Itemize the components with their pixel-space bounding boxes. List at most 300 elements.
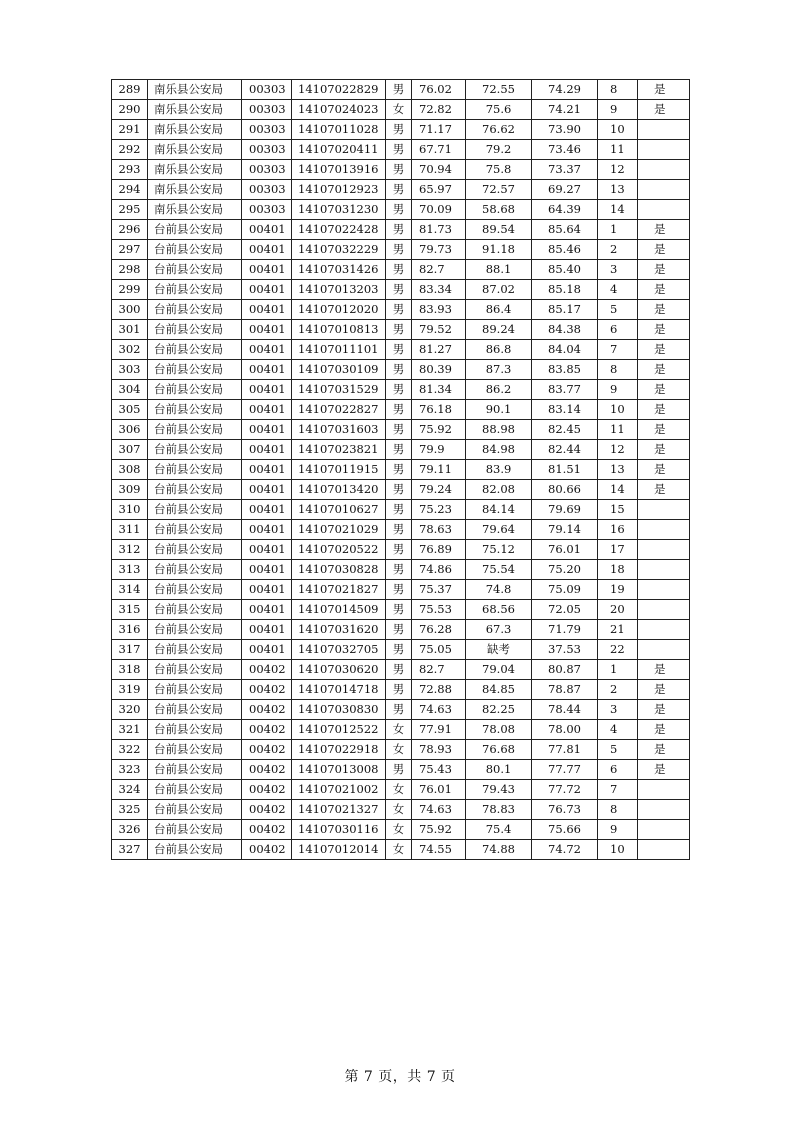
cell-position-code: 00303 bbox=[242, 200, 292, 220]
cell-exam-id: 14107014509 bbox=[292, 600, 386, 620]
cell-rank: 17 bbox=[598, 540, 638, 560]
cell-unit-name: 台前县公安局 bbox=[148, 740, 242, 760]
cell-written-score: 75.05 bbox=[412, 640, 466, 660]
cell-written-score: 76.18 bbox=[412, 400, 466, 420]
cell-total-score: 80.87 bbox=[532, 660, 598, 680]
cell-rank: 1 bbox=[598, 220, 638, 240]
cell-gender: 女 bbox=[386, 740, 412, 760]
cell-written-score: 79.9 bbox=[412, 440, 466, 460]
cell-total-score: 83.14 bbox=[532, 400, 598, 420]
cell-gender: 男 bbox=[386, 440, 412, 460]
cell-interview-score: 76.62 bbox=[466, 120, 532, 140]
cell-position-code: 00401 bbox=[242, 300, 292, 320]
cell-row-number: 297 bbox=[112, 240, 148, 260]
cell-interview-score: 75.4 bbox=[466, 820, 532, 840]
cell-shortlisted-flag bbox=[638, 180, 690, 200]
cell-gender: 男 bbox=[386, 420, 412, 440]
cell-position-code: 00401 bbox=[242, 520, 292, 540]
cell-unit-name: 南乐县公安局 bbox=[148, 140, 242, 160]
cell-gender: 男 bbox=[386, 500, 412, 520]
cell-written-score: 81.73 bbox=[412, 220, 466, 240]
cell-row-number: 306 bbox=[112, 420, 148, 440]
cell-written-score: 82.7 bbox=[412, 260, 466, 280]
cell-interview-score: 75.12 bbox=[466, 540, 532, 560]
cell-position-code: 00401 bbox=[242, 460, 292, 480]
cell-total-score: 83.77 bbox=[532, 380, 598, 400]
cell-exam-id: 14107010813 bbox=[292, 320, 386, 340]
cell-rank: 2 bbox=[598, 680, 638, 700]
cell-exam-id: 14107012014 bbox=[292, 840, 386, 860]
cell-unit-name: 南乐县公安局 bbox=[148, 200, 242, 220]
cell-exam-id: 14107031603 bbox=[292, 420, 386, 440]
cell-row-number: 314 bbox=[112, 580, 148, 600]
cell-rank: 12 bbox=[598, 440, 638, 460]
cell-row-number: 292 bbox=[112, 140, 148, 160]
table-row bbox=[112, 100, 690, 120]
cell-unit-name: 台前县公安局 bbox=[148, 400, 242, 420]
cell-total-score: 75.20 bbox=[532, 560, 598, 580]
cell-unit-name: 台前县公安局 bbox=[148, 360, 242, 380]
cell-exam-id: 14107024023 bbox=[292, 100, 386, 120]
cell-written-score: 78.93 bbox=[412, 740, 466, 760]
table-row bbox=[112, 300, 690, 320]
table-row bbox=[112, 120, 690, 140]
cell-gender: 男 bbox=[386, 160, 412, 180]
table-row bbox=[112, 340, 690, 360]
cell-unit-name: 台前县公安局 bbox=[148, 680, 242, 700]
cell-written-score: 70.09 bbox=[412, 200, 466, 220]
cell-unit-name: 台前县公安局 bbox=[148, 640, 242, 660]
cell-gender: 男 bbox=[386, 580, 412, 600]
cell-exam-id: 14107011028 bbox=[292, 120, 386, 140]
cell-gender: 男 bbox=[386, 280, 412, 300]
cell-shortlisted-flag bbox=[638, 580, 690, 600]
cell-shortlisted-flag: 是 bbox=[638, 700, 690, 720]
cell-shortlisted-flag: 是 bbox=[638, 760, 690, 780]
cell-interview-score: 86.4 bbox=[466, 300, 532, 320]
cell-shortlisted-flag: 是 bbox=[638, 320, 690, 340]
cell-position-code: 00402 bbox=[242, 820, 292, 840]
cell-gender: 男 bbox=[386, 180, 412, 200]
cell-shortlisted-flag: 是 bbox=[638, 220, 690, 240]
table-row bbox=[112, 420, 690, 440]
table-row bbox=[112, 560, 690, 580]
cell-shortlisted-flag bbox=[638, 200, 690, 220]
cell-total-score: 75.66 bbox=[532, 820, 598, 840]
cell-exam-id: 14107020411 bbox=[292, 140, 386, 160]
cell-total-score: 85.40 bbox=[532, 260, 598, 280]
cell-unit-name: 台前县公安局 bbox=[148, 440, 242, 460]
cell-interview-score: 75.8 bbox=[466, 160, 532, 180]
cell-total-score: 74.29 bbox=[532, 80, 598, 100]
cell-written-score: 67.71 bbox=[412, 140, 466, 160]
cell-gender: 男 bbox=[386, 760, 412, 780]
table-row bbox=[112, 520, 690, 540]
cell-exam-id: 14107022428 bbox=[292, 220, 386, 240]
cell-row-number: 294 bbox=[112, 180, 148, 200]
table-row bbox=[112, 700, 690, 720]
cell-position-code: 00402 bbox=[242, 680, 292, 700]
cell-position-code: 00303 bbox=[242, 100, 292, 120]
cell-row-number: 304 bbox=[112, 380, 148, 400]
cell-total-score: 75.09 bbox=[532, 580, 598, 600]
cell-interview-score: 84.14 bbox=[466, 500, 532, 520]
cell-row-number: 301 bbox=[112, 320, 148, 340]
cell-exam-id: 14107013420 bbox=[292, 480, 386, 500]
cell-gender: 男 bbox=[386, 120, 412, 140]
cell-gender: 男 bbox=[386, 520, 412, 540]
cell-gender: 女 bbox=[386, 840, 412, 860]
cell-gender: 男 bbox=[386, 360, 412, 380]
cell-total-score: 82.45 bbox=[532, 420, 598, 440]
cell-gender: 男 bbox=[386, 340, 412, 360]
cell-exam-id: 14107030620 bbox=[292, 660, 386, 680]
cell-written-score: 75.92 bbox=[412, 420, 466, 440]
cell-unit-name: 南乐县公安局 bbox=[148, 80, 242, 100]
cell-shortlisted-flag: 是 bbox=[638, 360, 690, 380]
cell-interview-score: 78.83 bbox=[466, 800, 532, 820]
cell-total-score: 64.39 bbox=[532, 200, 598, 220]
cell-total-score: 85.46 bbox=[532, 240, 598, 260]
cell-interview-score: 75.54 bbox=[466, 560, 532, 580]
cell-written-score: 75.43 bbox=[412, 760, 466, 780]
cell-rank: 5 bbox=[598, 740, 638, 760]
cell-exam-id: 14107021029 bbox=[292, 520, 386, 540]
cell-written-score: 79.11 bbox=[412, 460, 466, 480]
cell-exam-id: 14107010627 bbox=[292, 500, 386, 520]
cell-total-score: 78.87 bbox=[532, 680, 598, 700]
cell-written-score: 76.28 bbox=[412, 620, 466, 640]
cell-total-score: 77.77 bbox=[532, 760, 598, 780]
cell-position-code: 00303 bbox=[242, 160, 292, 180]
cell-position-code: 00401 bbox=[242, 420, 292, 440]
results-table-body bbox=[112, 80, 690, 860]
cell-interview-score: 79.04 bbox=[466, 660, 532, 680]
cell-written-score: 79.24 bbox=[412, 480, 466, 500]
cell-row-number: 295 bbox=[112, 200, 148, 220]
cell-position-code: 00402 bbox=[242, 700, 292, 720]
cell-written-score: 75.53 bbox=[412, 600, 466, 620]
cell-gender: 女 bbox=[386, 720, 412, 740]
table-row bbox=[112, 160, 690, 180]
cell-exam-id: 14107032229 bbox=[292, 240, 386, 260]
cell-exam-id: 14107030828 bbox=[292, 560, 386, 580]
cell-exam-id: 14107013008 bbox=[292, 760, 386, 780]
cell-unit-name: 台前县公安局 bbox=[148, 780, 242, 800]
cell-interview-score: 缺考 bbox=[466, 640, 532, 660]
cell-gender: 男 bbox=[386, 460, 412, 480]
cell-exam-id: 14107022827 bbox=[292, 400, 386, 420]
cell-interview-score: 79.43 bbox=[466, 780, 532, 800]
cell-row-number: 325 bbox=[112, 800, 148, 820]
cell-unit-name: 台前县公安局 bbox=[148, 460, 242, 480]
cell-interview-score: 86.8 bbox=[466, 340, 532, 360]
cell-row-number: 309 bbox=[112, 480, 148, 500]
cell-row-number: 327 bbox=[112, 840, 148, 860]
cell-rank: 20 bbox=[598, 600, 638, 620]
cell-unit-name: 南乐县公安局 bbox=[148, 120, 242, 140]
cell-position-code: 00402 bbox=[242, 780, 292, 800]
cell-shortlisted-flag bbox=[638, 560, 690, 580]
cell-unit-name: 台前县公安局 bbox=[148, 580, 242, 600]
cell-written-score: 81.27 bbox=[412, 340, 466, 360]
cell-row-number: 303 bbox=[112, 360, 148, 380]
cell-rank: 13 bbox=[598, 180, 638, 200]
cell-shortlisted-flag bbox=[638, 640, 690, 660]
cell-unit-name: 南乐县公安局 bbox=[148, 180, 242, 200]
cell-row-number: 307 bbox=[112, 440, 148, 460]
cell-row-number: 296 bbox=[112, 220, 148, 240]
cell-gender: 男 bbox=[386, 600, 412, 620]
cell-interview-score: 74.88 bbox=[466, 840, 532, 860]
cell-unit-name: 台前县公安局 bbox=[148, 540, 242, 560]
cell-total-score: 82.44 bbox=[532, 440, 598, 460]
cell-row-number: 302 bbox=[112, 340, 148, 360]
cell-written-score: 75.23 bbox=[412, 500, 466, 520]
cell-interview-score: 88.98 bbox=[466, 420, 532, 440]
cell-row-number: 312 bbox=[112, 540, 148, 560]
cell-interview-score: 82.08 bbox=[466, 480, 532, 500]
cell-total-score: 84.38 bbox=[532, 320, 598, 340]
cell-unit-name: 台前县公安局 bbox=[148, 720, 242, 740]
cell-gender: 男 bbox=[386, 320, 412, 340]
table-row bbox=[112, 540, 690, 560]
cell-position-code: 00401 bbox=[242, 640, 292, 660]
cell-gender: 男 bbox=[386, 220, 412, 240]
cell-unit-name: 台前县公安局 bbox=[148, 840, 242, 860]
cell-total-score: 85.17 bbox=[532, 300, 598, 320]
cell-position-code: 00401 bbox=[242, 540, 292, 560]
cell-total-score: 85.64 bbox=[532, 220, 598, 240]
cell-rank: 8 bbox=[598, 800, 638, 820]
table-row bbox=[112, 680, 690, 700]
table-row bbox=[112, 240, 690, 260]
cell-exam-id: 14107011915 bbox=[292, 460, 386, 480]
cell-interview-score: 84.98 bbox=[466, 440, 532, 460]
cell-rank: 3 bbox=[598, 700, 638, 720]
cell-position-code: 00401 bbox=[242, 220, 292, 240]
cell-row-number: 290 bbox=[112, 100, 148, 120]
table-row bbox=[112, 840, 690, 860]
cell-written-score: 81.34 bbox=[412, 380, 466, 400]
cell-row-number: 322 bbox=[112, 740, 148, 760]
cell-total-score: 84.04 bbox=[532, 340, 598, 360]
cell-total-score: 83.85 bbox=[532, 360, 598, 380]
cell-rank: 8 bbox=[598, 80, 638, 100]
cell-exam-id: 14107012923 bbox=[292, 180, 386, 200]
cell-rank: 10 bbox=[598, 400, 638, 420]
results-table bbox=[111, 79, 690, 860]
cell-rank: 5 bbox=[598, 300, 638, 320]
cell-position-code: 00303 bbox=[242, 180, 292, 200]
cell-exam-id: 14107030830 bbox=[292, 700, 386, 720]
cell-total-score: 76.01 bbox=[532, 540, 598, 560]
cell-shortlisted-flag bbox=[638, 540, 690, 560]
table-row bbox=[112, 500, 690, 520]
cell-rank: 2 bbox=[598, 240, 638, 260]
table-row bbox=[112, 740, 690, 760]
table-row bbox=[112, 400, 690, 420]
cell-row-number: 321 bbox=[112, 720, 148, 740]
cell-total-score: 77.72 bbox=[532, 780, 598, 800]
cell-row-number: 299 bbox=[112, 280, 148, 300]
cell-rank: 11 bbox=[598, 420, 638, 440]
cell-rank: 12 bbox=[598, 160, 638, 180]
cell-interview-score: 82.25 bbox=[466, 700, 532, 720]
cell-row-number: 324 bbox=[112, 780, 148, 800]
cell-position-code: 00401 bbox=[242, 340, 292, 360]
cell-unit-name: 台前县公安局 bbox=[148, 240, 242, 260]
cell-position-code: 00401 bbox=[242, 380, 292, 400]
cell-position-code: 00401 bbox=[242, 320, 292, 340]
table-row bbox=[112, 140, 690, 160]
cell-exam-id: 14107032705 bbox=[292, 640, 386, 660]
cell-rank: 8 bbox=[598, 360, 638, 380]
cell-written-score: 72.88 bbox=[412, 680, 466, 700]
cell-unit-name: 台前县公安局 bbox=[148, 420, 242, 440]
cell-interview-score: 75.6 bbox=[466, 100, 532, 120]
cell-total-score: 79.14 bbox=[532, 520, 598, 540]
cell-written-score: 76.01 bbox=[412, 780, 466, 800]
cell-position-code: 00303 bbox=[242, 80, 292, 100]
cell-gender: 男 bbox=[386, 400, 412, 420]
cell-exam-id: 14107012522 bbox=[292, 720, 386, 740]
cell-exam-id: 14107021327 bbox=[292, 800, 386, 820]
cell-written-score: 76.89 bbox=[412, 540, 466, 560]
cell-gender: 男 bbox=[386, 380, 412, 400]
cell-rank: 6 bbox=[598, 320, 638, 340]
cell-row-number: 310 bbox=[112, 500, 148, 520]
cell-unit-name: 台前县公安局 bbox=[148, 700, 242, 720]
cell-unit-name: 台前县公安局 bbox=[148, 560, 242, 580]
cell-shortlisted-flag bbox=[638, 780, 690, 800]
cell-shortlisted-flag bbox=[638, 520, 690, 540]
cell-gender: 女 bbox=[386, 100, 412, 120]
cell-written-score: 72.82 bbox=[412, 100, 466, 120]
cell-position-code: 00402 bbox=[242, 760, 292, 780]
cell-position-code: 00402 bbox=[242, 660, 292, 680]
cell-interview-score: 87.3 bbox=[466, 360, 532, 380]
cell-interview-score: 88.1 bbox=[466, 260, 532, 280]
cell-shortlisted-flag: 是 bbox=[638, 420, 690, 440]
cell-unit-name: 台前县公安局 bbox=[148, 600, 242, 620]
cell-written-score: 76.02 bbox=[412, 80, 466, 100]
cell-total-score: 74.21 bbox=[532, 100, 598, 120]
cell-position-code: 00401 bbox=[242, 580, 292, 600]
cell-written-score: 77.91 bbox=[412, 720, 466, 740]
cell-rank: 22 bbox=[598, 640, 638, 660]
cell-written-score: 83.34 bbox=[412, 280, 466, 300]
cell-shortlisted-flag: 是 bbox=[638, 480, 690, 500]
cell-row-number: 317 bbox=[112, 640, 148, 660]
table-row bbox=[112, 440, 690, 460]
cell-shortlisted-flag: 是 bbox=[638, 100, 690, 120]
cell-rank: 4 bbox=[598, 720, 638, 740]
cell-gender: 男 bbox=[386, 660, 412, 680]
table-row bbox=[112, 460, 690, 480]
cell-written-score: 74.63 bbox=[412, 800, 466, 820]
cell-position-code: 00401 bbox=[242, 400, 292, 420]
cell-total-score: 85.18 bbox=[532, 280, 598, 300]
cell-position-code: 00401 bbox=[242, 620, 292, 640]
cell-position-code: 00401 bbox=[242, 480, 292, 500]
cell-interview-score: 80.1 bbox=[466, 760, 532, 780]
cell-rank: 1 bbox=[598, 660, 638, 680]
cell-position-code: 00402 bbox=[242, 800, 292, 820]
cell-written-score: 74.63 bbox=[412, 700, 466, 720]
cell-unit-name: 台前县公安局 bbox=[148, 480, 242, 500]
cell-shortlisted-flag bbox=[638, 500, 690, 520]
table-row bbox=[112, 320, 690, 340]
cell-total-score: 77.81 bbox=[532, 740, 598, 760]
cell-shortlisted-flag bbox=[638, 120, 690, 140]
cell-exam-id: 14107013203 bbox=[292, 280, 386, 300]
cell-exam-id: 14107031230 bbox=[292, 200, 386, 220]
cell-gender: 男 bbox=[386, 560, 412, 580]
cell-gender: 男 bbox=[386, 200, 412, 220]
cell-rank: 10 bbox=[598, 840, 638, 860]
cell-total-score: 73.37 bbox=[532, 160, 598, 180]
cell-position-code: 00401 bbox=[242, 280, 292, 300]
table-row bbox=[112, 480, 690, 500]
cell-row-number: 291 bbox=[112, 120, 148, 140]
cell-unit-name: 台前县公安局 bbox=[148, 300, 242, 320]
cell-shortlisted-flag: 是 bbox=[638, 240, 690, 260]
cell-shortlisted-flag: 是 bbox=[638, 440, 690, 460]
cell-exam-id: 14107022829 bbox=[292, 80, 386, 100]
cell-row-number: 305 bbox=[112, 400, 148, 420]
cell-written-score: 74.86 bbox=[412, 560, 466, 580]
cell-written-score: 79.73 bbox=[412, 240, 466, 260]
cell-interview-score: 86.2 bbox=[466, 380, 532, 400]
cell-gender: 男 bbox=[386, 620, 412, 640]
cell-row-number: 326 bbox=[112, 820, 148, 840]
cell-unit-name: 台前县公安局 bbox=[148, 500, 242, 520]
cell-gender: 男 bbox=[386, 260, 412, 280]
cell-interview-score: 89.54 bbox=[466, 220, 532, 240]
cell-position-code: 00402 bbox=[242, 720, 292, 740]
table-row bbox=[112, 620, 690, 640]
cell-written-score: 82.7 bbox=[412, 660, 466, 680]
cell-unit-name: 台前县公安局 bbox=[148, 800, 242, 820]
cell-interview-score: 74.8 bbox=[466, 580, 532, 600]
cell-rank: 16 bbox=[598, 520, 638, 540]
cell-interview-score: 84.85 bbox=[466, 680, 532, 700]
cell-exam-id: 14107014718 bbox=[292, 680, 386, 700]
cell-gender: 男 bbox=[386, 640, 412, 660]
cell-position-code: 00402 bbox=[242, 740, 292, 760]
cell-interview-score: 78.08 bbox=[466, 720, 532, 740]
table-row bbox=[112, 640, 690, 660]
cell-gender: 男 bbox=[386, 240, 412, 260]
cell-rank: 4 bbox=[598, 280, 638, 300]
table-row bbox=[112, 360, 690, 380]
cell-interview-score: 91.18 bbox=[466, 240, 532, 260]
cell-shortlisted-flag: 是 bbox=[638, 280, 690, 300]
table-row bbox=[112, 220, 690, 240]
cell-row-number: 318 bbox=[112, 660, 148, 680]
cell-exam-id: 14107030116 bbox=[292, 820, 386, 840]
cell-gender: 男 bbox=[386, 480, 412, 500]
cell-position-code: 00401 bbox=[242, 600, 292, 620]
cell-interview-score: 79.2 bbox=[466, 140, 532, 160]
cell-row-number: 289 bbox=[112, 80, 148, 100]
cell-rank: 19 bbox=[598, 580, 638, 600]
cell-unit-name: 台前县公安局 bbox=[148, 280, 242, 300]
cell-written-score: 80.39 bbox=[412, 360, 466, 380]
cell-rank: 10 bbox=[598, 120, 638, 140]
cell-position-code: 00401 bbox=[242, 440, 292, 460]
